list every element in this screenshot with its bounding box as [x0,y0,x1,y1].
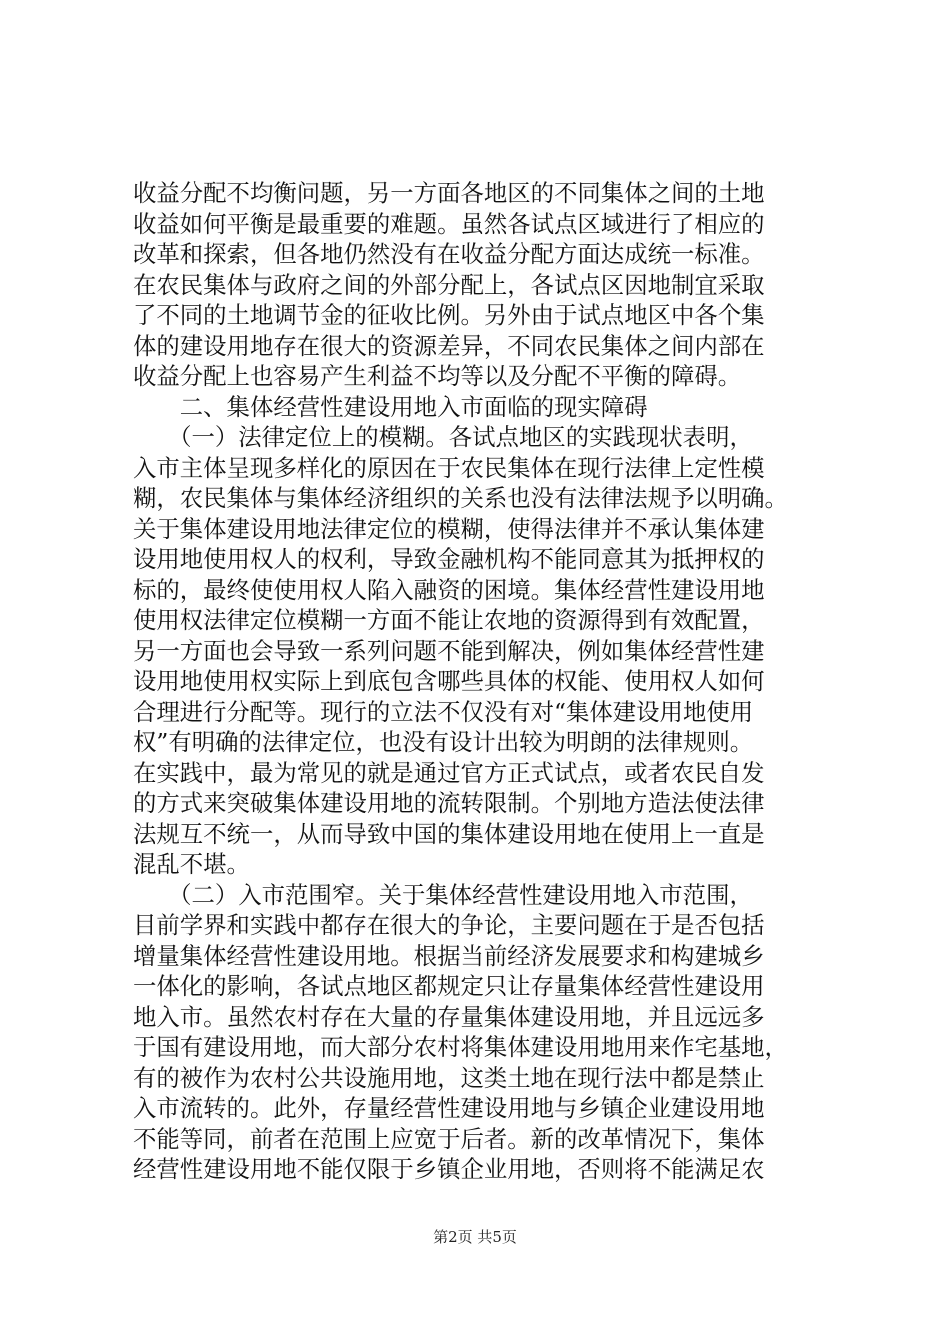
text-line: 另一方面也会导致一系列问题不能到解决，例如集体经营性建 [133,636,765,665]
text-line: 入市流转的。此外，存量经营性建设用地与乡镇企业建设用地 [133,1094,765,1122]
text-line: 关于集体建设用地法律定位的模糊，使得法律并不承认集体建 [133,514,765,543]
text-line: 设用地使用权实际上到底包含哪些具体的权能、使用权人如何 [133,667,765,695]
text-line: 合理进行分配等。现行的立法不仅没有对“集体建设用地使用 [133,697,754,726]
page-footer: 第2页 共5页 [433,1228,517,1246]
text-line: 增量集体经营性建设用地。根据当前经济发展要求和构建城乡 [133,941,765,970]
text-line: 体的建设用地存在很大的资源差异，不同农民集体之间内部在 [133,331,765,360]
text-line: 在实践中，最为常见的就是通过官方正式试点，或者农民自发 [133,758,765,787]
text-line: （二）入市范围窄。关于集体经营性建设用地入市范围， [133,880,753,909]
text-line: 了不同的土地调节金的征收比例。另外由于试点地区中各个集 [133,301,765,329]
text-line: 入市主体呈现多样化的原因在于农民集体在现行法律上定性模 [133,453,765,482]
document-body [133,178,845,1185]
text-line: 二、集体经营性建设用地入市面临的现实障碍 [133,392,648,421]
text-line: 于国有建设用地，而大部分农村将集体建设用地用来作宅基地， [133,1033,788,1061]
text-line: 混乱不堪。 [133,850,250,878]
text-line: 在农民集体与政府之间的外部分配上，各试点区因地制宜采取 [133,270,765,299]
text-line: 收益分配上也容易产生利益不均等以及分配不平衡的障碍。 [133,362,742,390]
text-line: 权”有明确的法律定位，也没有设计出较为明朗的法律规则。 [133,728,754,756]
text-line: 收益分配不均衡问题，另一方面各地区的不同集体之间的土地 [133,179,765,207]
text-line: 收益如何平衡是最重要的难题。虽然各试点区域进行了相应的 [133,209,765,238]
text-line: 法规互不统一，从而导致中国的集体建设用地在使用上一直是 [133,819,765,848]
text-line: 设用地使用权人的权利，导致金融机构不能同意其为抵押权的 [133,545,765,573]
text-line: 地入市。虽然农村存在大量的存量集体建设用地，并且远远多 [133,1002,765,1031]
text-line: 糊，农民集体与集体经济组织的关系也没有法律法规予以明确。 [133,484,788,512]
text-line: 经营性建设用地不能仅限于乡镇企业用地，否则将不能满足农 [133,1155,765,1183]
text-line: 不能等同，前者在范围上应宽于后者。新的改革情况下，集体 [133,1124,765,1153]
text-line: 使用权法律定位模糊一方面不能让农地的资源得到有效配置， [133,606,765,634]
text-line: 一体化的影响，各试点地区都规定只让存量集体经营性建设用 [133,972,765,1000]
text-line: 的方式来突破集体建设用地的流转限制。个别地方造法使法律 [133,789,765,817]
text-line: 目前学界和实践中都存在很大的争论，主要问题在于是否包括 [133,911,765,939]
text-line: （一）法律定位上的模糊。各试点地区的实践现状表明， [133,423,753,451]
text-line: 标的，最终使使用权人陷入融资的困境。集体经营性建设用地 [133,575,765,604]
text-line: 改革和探索，但各地仍然没有在收益分配方面达成统一标准。 [133,240,765,268]
text-line: 有的被作为农村公共设施用地，这类土地在现行法中都是禁止 [133,1063,765,1092]
